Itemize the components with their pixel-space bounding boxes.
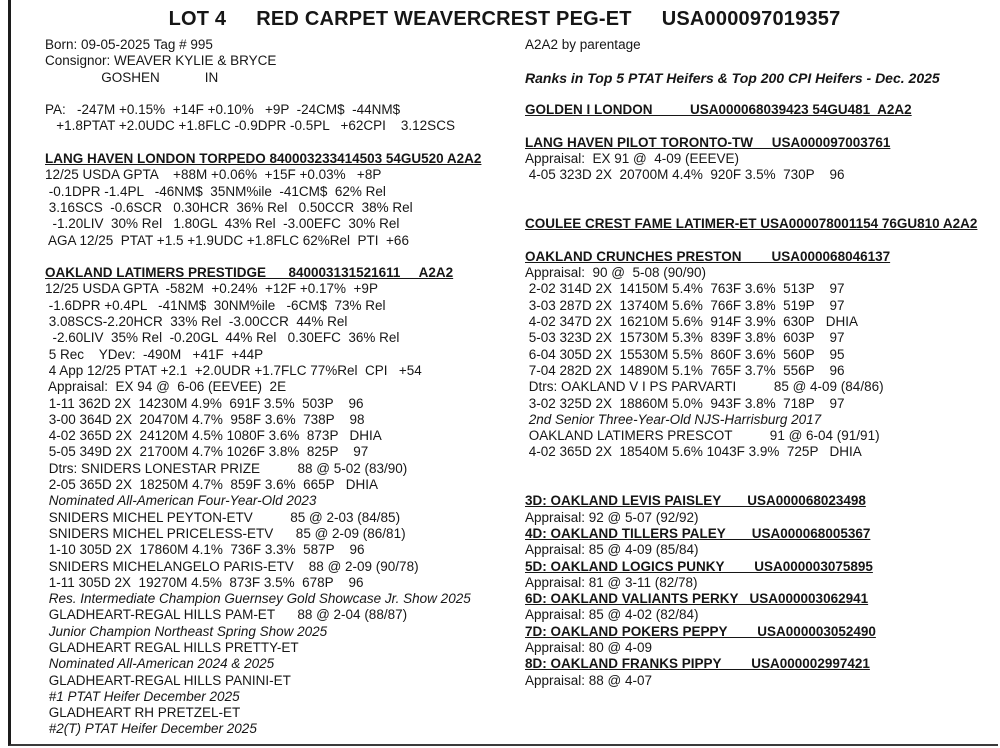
section-header-line: 4D: OAKLAND TILLERS PALEY USA000068005367: [525, 525, 871, 541]
lot-title: [11, 0, 998, 31]
text-line: Born: 09-05-2025 Tag # 995: [45, 37, 213, 52]
catalog-page: [8, 0, 998, 746]
spacer-line: [45, 135, 520, 151]
section-header-line: 5D: OAKLAND LOGICS PUNKY USA000003075895: [525, 558, 873, 574]
text-line: AGA 12/25 PTAT +1.5 +1.9UDC +1.8FLC 62%Rel PTI +66: [45, 232, 409, 248]
spacer-line: [525, 53, 1000, 69]
text-line: GOSHEN IN: [45, 69, 219, 85]
text-line: #1 PTAT Heifer December 2025: [45, 688, 240, 704]
text-line: 12/25 USDA GPTA -582M +0.24% +12F +0.17% +9P: [45, 281, 378, 297]
text-line: 12/25 USDA GPTA +88M +0.06% +15F +0.03% +8P: [45, 167, 382, 183]
text-line: Nominated All-American Four-Year-Old 2023: [45, 493, 317, 509]
text-line: 3.16SCS -0.6SCR 0.30HCR 36% Rel 0.50CCR 38% Rel: [45, 199, 413, 215]
text-line: GLADHEART REGAL HILLS PRETTY-ET: [45, 639, 299, 655]
spacer-line: [45, 249, 520, 265]
text-line: -1.6DPR +0.4PL -41NM$ 30NM%ile -6CM$ 73% Rel: [45, 297, 386, 313]
text-line: 4-02 365D 2X 24120M 4.5% 1080F 3.6% 873P DHIA: [45, 428, 382, 444]
animal-id: USA000097019357: [661, 8, 841, 30]
text-line: PA: -247M +0.15% +14F +0.10% +9P -24CM$ -44NM$: [45, 102, 401, 118]
text-line: 3-00 364D 2X 20470M 4.7% 958F 3.6% 738P 98: [45, 411, 365, 427]
lot-number: LOT 4: [168, 8, 227, 30]
spacer-line: [525, 118, 1000, 134]
text-line: 2nd Senior Three-Year-Old NJS-Harrisburg 2017: [525, 411, 822, 427]
text-line: Junior Champion Northeast Spring Show 2025: [45, 623, 328, 639]
text-line: GLADHEART RH PRETZEL-ET: [45, 705, 241, 721]
pedigree-right-column: [525, 37, 1000, 689]
text-line: Ranks in Top 5 PTAT Heifers & Top 200 CPI Heifers - Dec. 2025: [525, 69, 940, 86]
text-line: 4-02 365D 2X 18540M 5.6% 1043F 3.9% 725P DHIA: [525, 444, 862, 460]
text-line: -2.60LIV 35% Rel -0.20GL 44% Rel 0.30EFC 36% Rel: [45, 330, 400, 346]
text-line: Consignor: WEAVER KYLIE & BRYCE: [45, 53, 277, 69]
spacer-line: [45, 86, 520, 102]
text-line: GLADHEART-REGAL HILLS PANINI-ET: [45, 672, 291, 688]
text-line: 1-11 305D 2X 19270M 4.5% 873F 3.5% 678P 96: [45, 574, 364, 590]
animal-name: RED CARPET WEAVERCREST PEG-ET: [256, 8, 632, 30]
text-line: 3-03 287D 2X 13740M 5.6% 766F 3.8% 519P 97: [525, 297, 845, 313]
text-line: Appraisal: 80 @ 4-09: [525, 639, 653, 655]
text-line: Nominated All-American 2024 & 2025: [45, 656, 275, 672]
section-header-line: LANG HAVEN LONDON TORPEDO 840003233414503 54GU520 A2A2: [45, 151, 482, 167]
spacer-line: [525, 477, 1000, 493]
text-line: 5-03 323D 2X 15730M 5.3% 839F 3.8% 603P 97: [525, 330, 845, 346]
text-line: Res. Intermediate Champion Guernsey Gold Showcase Jr. Show 2025: [45, 591, 471, 607]
text-line: 2-02 314D 2X 14150M 5.4% 763F 3.6% 513P 97: [525, 281, 845, 297]
section-header-line: LANG HAVEN PILOT TORONTO-TW USA000097003761: [525, 134, 891, 150]
text-line: 3-02 325D 2X 18860M 5.0% 943F 3.8% 718P 97: [525, 395, 845, 411]
text-line: 2-05 365D 2X 18250M 4.7% 859F 3.6% 665P DHIA: [45, 477, 378, 493]
text-line: 6-04 305D 2X 15530M 5.5% 860F 3.6% 560P 95: [525, 346, 845, 362]
text-line: Appraisal: 85 @ 4-02 (82/84): [525, 607, 699, 623]
text-line: 1-10 305D 2X 17860M 4.1% 736F 3.3% 587P 96: [45, 542, 365, 558]
spacer-line: [525, 86, 1000, 102]
text-line: SNIDERS MICHELANGELO PARIS-ETV 88 @ 2-09 (90/78): [45, 558, 419, 574]
spacer-line: [525, 233, 1000, 249]
text-line: 1-11 362D 2X 14230M 4.9% 691F 3.5% 503P 96: [45, 395, 364, 411]
text-line: 5 Rec YDev: -490M +41F +44P: [45, 346, 264, 362]
section-header-line: OAKLAND CRUNCHES PRESTON USA000068046137: [525, 248, 891, 264]
text-line: #2(T) PTAT Heifer December 2025: [45, 721, 257, 737]
text-line: -0.1DPR -1.4PL -46NM$ 35NM%ile -41CM$ 62% Rel: [45, 183, 386, 199]
section-header-line: 3D: OAKLAND LEVIS PAISLEY USA000068023498: [525, 493, 866, 509]
section-header-line: 6D: OAKLAND VALIANTS PERKY USA000003062941: [525, 591, 869, 607]
section-header-line: 8D: OAKLAND FRANKS PIPPY USA000002997421: [525, 656, 870, 672]
text-line: Appraisal: 90 @ 5-08 (90/90): [525, 265, 707, 281]
spacer-line: [525, 184, 1000, 200]
text-line: 4-05 323D 2X 20700M 4.4% 920F 3.5% 730P 96: [525, 167, 845, 183]
text-line: Dtrs: OAKLAND V I PS PARVARTI 85 @ 4-09 (84/86): [525, 379, 884, 395]
text-line: +1.8PTAT +2.0UDC +1.8FLC -0.9DPR -0.5PL +62CPI 3.12SCS: [45, 118, 455, 134]
text-line: Appraisal: EX 91 @ 4-09 (EEEVE): [525, 151, 740, 167]
text-line: 4-02 347D 2X 16210M 5.6% 914F 3.9% 630P DHIA: [525, 314, 858, 330]
spacer-line: [525, 461, 1000, 477]
text-line: 7-04 282D 2X 14890M 5.1% 765F 3.7% 556P 96: [525, 362, 845, 378]
text-line: OAKLAND LATIMERS PRESCOT 91 @ 6-04 (91/91): [525, 428, 880, 444]
section-header-line: COULEE CREST FAME LATIMER-ET USA000078001154 76GU810 A2A2: [525, 216, 978, 232]
text-line: Appraisal: 88 @ 4-07: [525, 672, 653, 688]
text-line: Appraisal: 92 @ 5-07 (92/92): [525, 509, 699, 525]
text-line: GLADHEART-REGAL HILLS PAM-ET 88 @ 2-04 (88/87): [45, 607, 408, 623]
text-line: SNIDERS MICHEL PRICELESS-ETV 85 @ 2-09 (86/81): [45, 525, 406, 541]
text-line: 5-05 349D 2X 21700M 4.7% 1026F 3.8% 825P 97: [45, 444, 369, 460]
text-line: 3.08SCS-2.20HCR 33% Rel -3.00CCR 44% Rel: [45, 314, 348, 330]
text-line: Appraisal: EX 94 @ 6-06 (EEVEE) 2E: [45, 379, 287, 395]
text-line: SNIDERS MICHEL PEYTON-ETV 85 @ 2-03 (84/85): [45, 509, 401, 525]
section-header-line: 7D: OAKLAND POKERS PEPPY USA000003052490: [525, 623, 876, 639]
text-line: A2A2 by parentage: [525, 37, 641, 52]
text-line: Appraisal: 81 @ 3-11 (82/78): [525, 574, 698, 590]
text-line: Dtrs: SNIDERS LONESTAR PRIZE 88 @ 5-02 (83/90): [45, 460, 408, 476]
text-line: Appraisal: 85 @ 4-09 (85/84): [525, 542, 699, 558]
section-header-line: OAKLAND LATIMERS PRESTIDGE 840003131521611 A2A2: [45, 265, 454, 281]
spacer-line: [525, 200, 1000, 216]
text-line: -1.20LIV 30% Rel 1.80GL 43% Rel -3.00EFC 30% Rel: [45, 216, 400, 232]
pedigree-left-column: [45, 37, 520, 738]
text-line: 4 App 12/25 PTAT +2.1 +2.0UDR +1.7FLC 77%Rel CPI +54: [45, 362, 422, 378]
section-header-line: GOLDEN I LONDON USA000068039423 54GU481 A2A2: [525, 102, 912, 118]
